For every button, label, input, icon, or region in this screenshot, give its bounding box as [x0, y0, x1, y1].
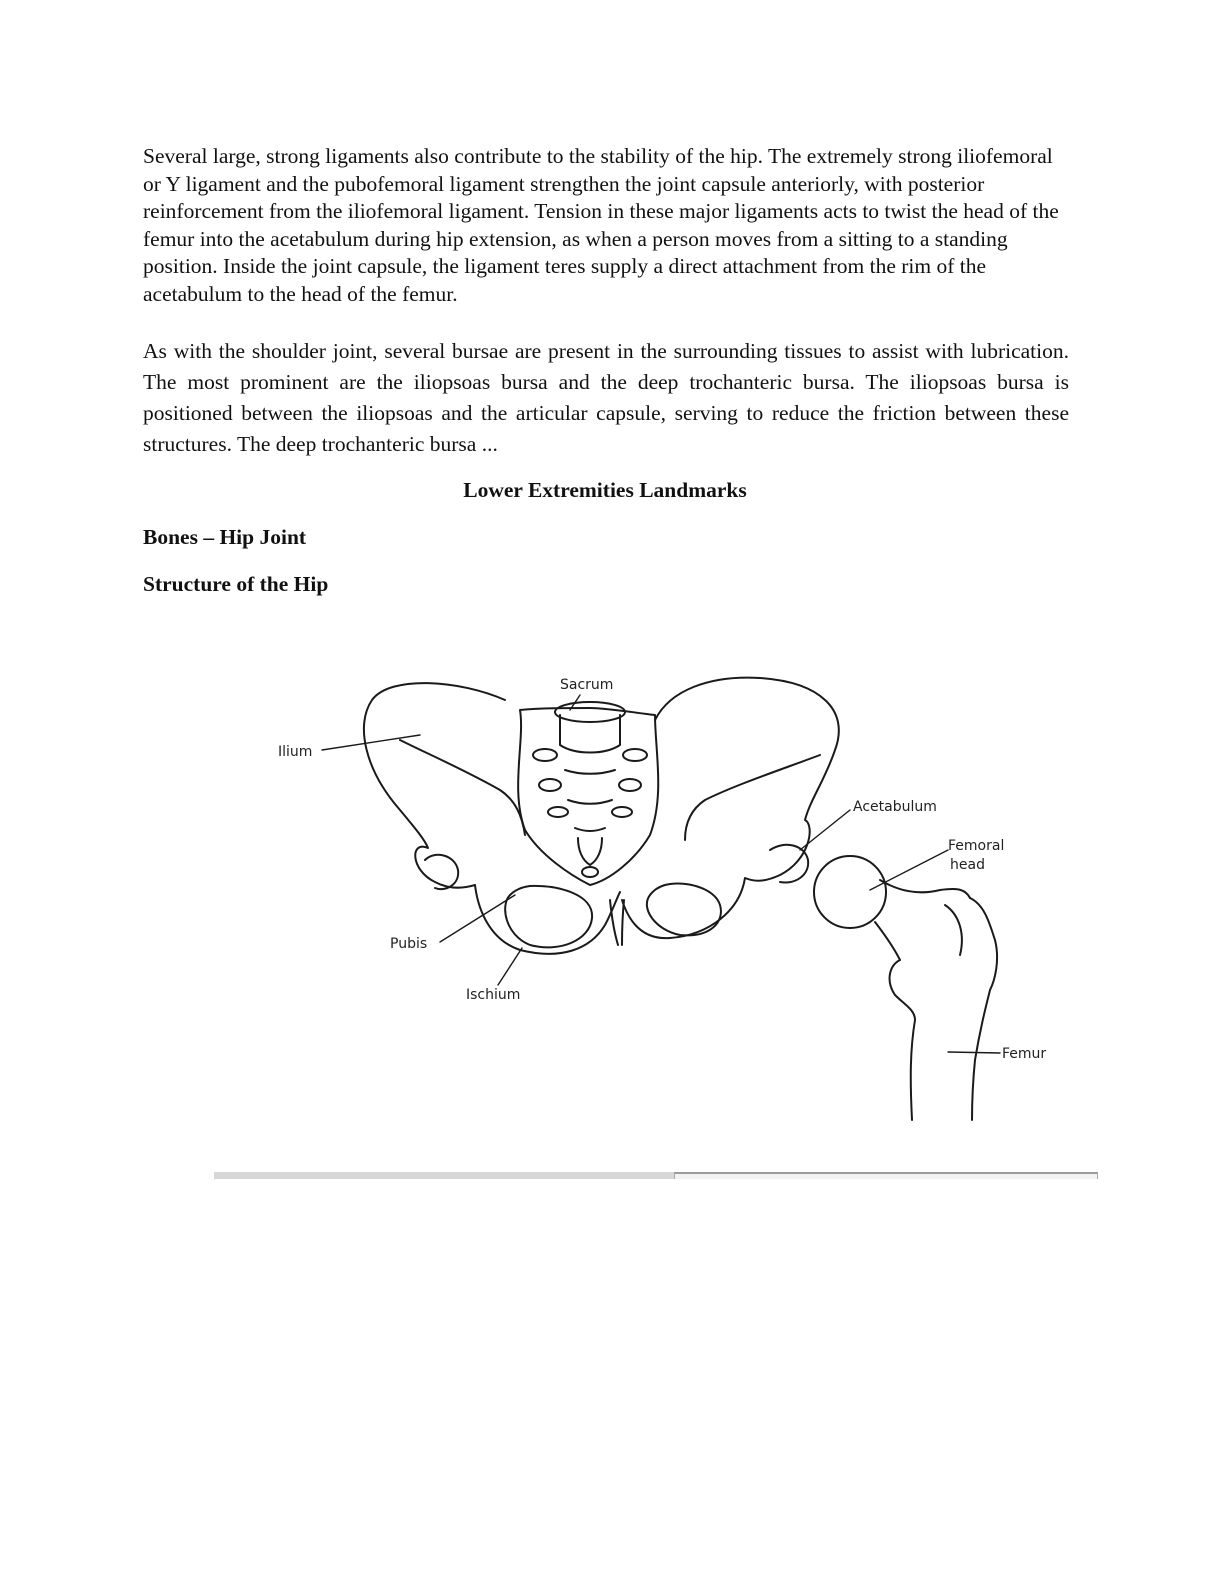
label-acetabulum: Acetabulum — [853, 799, 937, 815]
label-femoral-head-line2: head — [950, 857, 985, 873]
bottom-bar-left-segment — [214, 1172, 674, 1179]
label-ilium: Ilium — [278, 744, 313, 760]
paragraph-ligaments: Several large, strong ligaments also contribute to the stability of the hip. The extremely strong iliofemoral or Y ligament and the pubofemoral ligament strengthen the joint capsule anteriorly, with posterior reinforcement from the iliofemoral ligament. Tension in these major ligaments acts to twist the head of the femur into the acetabulum during hip extension, as when a person moves from a sitting to a standing position. Inside the joint capsule, the ligament teres supply a direct attachment from the rim of the acetabulum to the head of the femur. — [143, 144, 1059, 306]
figure-labels — [278, 677, 1046, 1062]
bottom-bar-right-segment — [674, 1172, 1098, 1179]
label-femur: Femur — [1002, 1046, 1047, 1062]
page-bottom-bar — [214, 1172, 1098, 1179]
label-sacrum: Sacrum — [560, 677, 614, 693]
femur-drawing — [814, 856, 997, 1120]
pelvis-drawing — [364, 678, 839, 954]
label-ischium: Ischium — [466, 987, 521, 1003]
label-pubis: Pubis — [390, 936, 428, 952]
label-femoral-head-line1: Femoral — [948, 838, 1005, 854]
subheading-bones-hip-joint: Bones – Hip Joint — [143, 525, 307, 549]
hip-structure-diagram — [260, 660, 1060, 1130]
paragraph-bursae: As with the shoulder joint, several bursae are present in the surrounding tissues to assist with lubrication. The most prominent are the iliopsoas bursa and the deep trochanteric bursa. The iliopsoas bursa is positioned between the iliopsoas and the articular capsule, serving to reduce the friction between these structures. The deep trochanteric bursa ... — [143, 339, 1069, 456]
subheading-structure-of-hip: Structure of the Hip — [143, 572, 329, 596]
section-title: Lower Extremities Landmarks — [463, 478, 747, 502]
